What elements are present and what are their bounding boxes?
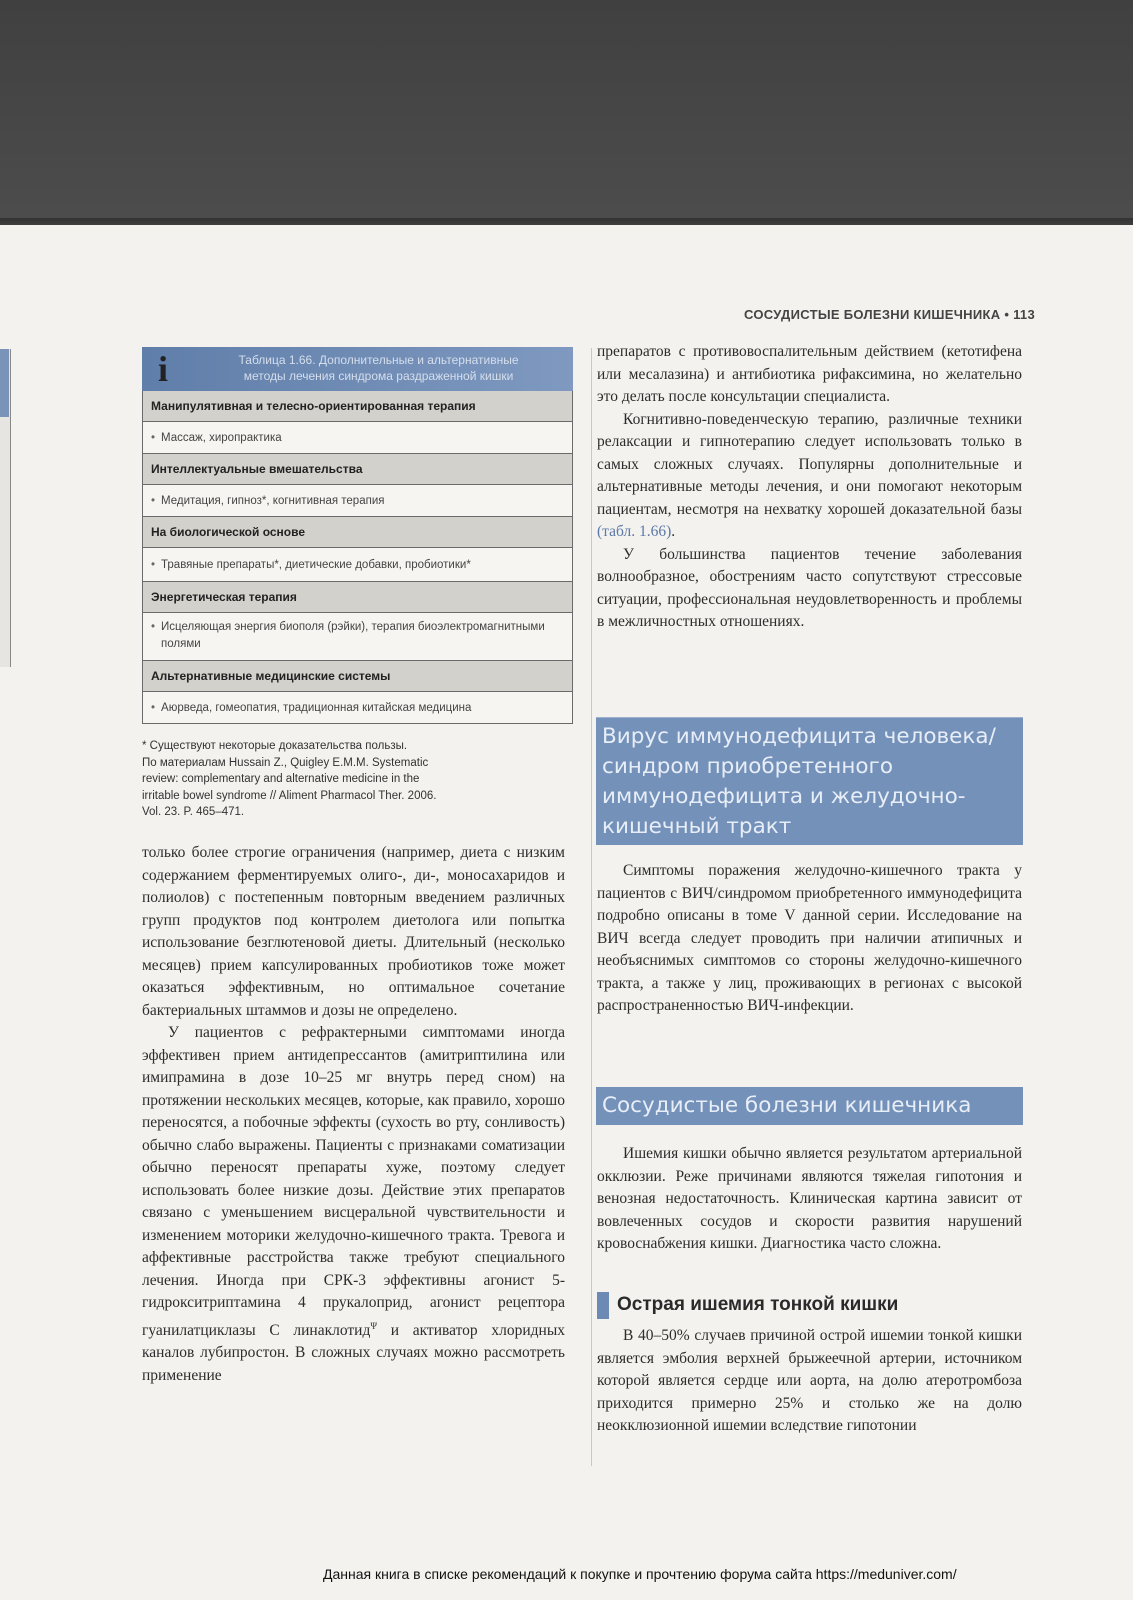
section-heading-text: Сосудистые болезни кишечника	[602, 1093, 972, 1118]
bullet-icon: •	[151, 494, 156, 507]
footnote-line: review: complementary and alternative medicine in the	[142, 773, 420, 785]
left-column-text	[142, 842, 565, 1387]
bullet-icon: •	[151, 431, 156, 444]
table-reference-link[interactable]: (табл. 1.66)	[597, 523, 672, 540]
paragraph	[597, 409, 1022, 544]
subsection-heading-text: Острая ишемия тонкой кишки	[617, 1294, 899, 1315]
table-header	[142, 347, 573, 391]
table-item-row	[142, 485, 573, 517]
paragraph: только более строгие ограничения (например, диета с низким содержанием ферментируемых олиго-, ди-, моносахаридов и полиолов) с постепенным повторным введением различных групп продуктов под контролем диетолога или попытка использование безглютеновой диеты. Длительный (несколько месяцев) прием капсулированных пробиотиков тоже может оказаться эффективным, но оптимальное сочетание бактериальных штаммов и дозы не определено.	[142, 844, 565, 1019]
table-item-row	[142, 548, 573, 582]
hiv-section-text	[597, 860, 1022, 1018]
right-column-text-top	[597, 341, 1022, 634]
running-head: СОСУДИСТЫЕ БОЛЕЗНИ КИШЕЧНИКА • 113	[743, 307, 1035, 322]
section-heading-vascular	[596, 1087, 1023, 1125]
paragraph-text: Когнитивно-поведенческую терапию, различные техники релаксации и гипнотерапию следует использовать только в самых сложных случаях. Популярны дополнительные и альтернативные методы лечения, и они помогают некоторым пациентам, несмотря на нехватку хорошей доказательной базы	[597, 410, 1022, 518]
table-item-row	[142, 692, 573, 724]
table-category-row: Энергетическая терапия	[142, 582, 573, 613]
table-item-text: Аюрведа, гомеопатия, традиционная китайская медицина	[161, 701, 472, 714]
bullet-icon: •	[151, 701, 156, 714]
table-category-row: Манипулятивная и телесно-ориентированная терапия	[142, 391, 573, 422]
paragraph-text: У пациентов с рефрактерными симптомами иногда эффективен прием антидепрессантов (амитриптилина или имипрамина в дозе 10–25 мг внутрь перед сном) на протяжении нескольких месяцев, которые, как правило, хорошо переносятся, а побочные эффекты (сухость во рту, сонливость) обычно слабо выражены. Пациенты с признаками соматизации обычно переносят препараты хуже, поэтому следует использовать более низкие дозы. Действие этих препаратов связано с уменьшением висцеральной чувствительности и изменением моторики желудочно-кишечного тракта. Тревога и аффективные расстройства также требуют специального лечения. Иногда при СРК-3 эффективны агонист 5-гидрокситриптамина 4 прукалоприд, агонист рецептора гуанилатциклазы С линаклотид	[142, 1024, 565, 1339]
paragraph: Ишемия кишки обычно является результатом артериальной окклюзии. Реже причинами являются тяжелая гипотония и венозная недостаточность. Клиническая картина зависит от вовлеченных сосудов и скорости развития нарушений кровоснабжения кишки. Диагностика часто сложна.	[597, 1145, 1022, 1252]
subsection-heading	[597, 1291, 898, 1319]
table-category-row: Альтернативные медицинские системы	[142, 661, 573, 692]
table-footnote	[142, 738, 562, 821]
paragraph	[142, 1022, 565, 1387]
ischemia-section-text	[597, 1325, 1022, 1438]
table-item-row	[142, 422, 573, 454]
table-category-row: Интеллектуальные вмешательства	[142, 454, 573, 485]
table-title-line2: методы лечения синдрома раздраженной кишки	[243, 369, 514, 383]
column-divider	[591, 348, 592, 1466]
paragraph: В 40–50% случаев причиной острой ишемии тонкой кишки является эмболия верхней брыжеечной артерии, источником которой является сердце или аорта, на долю атеротромбоза приходится примерно 25% и столько же на долю неокклюзионной ишемии вследствие гипотонии	[597, 1327, 1022, 1434]
bullet-icon: •	[151, 558, 156, 571]
footnote-line: По материалам Hussain Z., Quigley E.M.M. Systematic	[142, 756, 429, 769]
bullet-icon: •	[151, 621, 156, 633]
vascular-section-text	[597, 1143, 1022, 1256]
table-1-66	[142, 347, 573, 724]
superscript-mark: Ψ	[370, 1320, 377, 1331]
footnote-line: Vol. 23. P. 465–471.	[142, 806, 245, 818]
scanner-shadow	[0, 0, 1133, 232]
footnote-line: irritable bowel syndrome // Aliment Pharmacol Ther. 2006.	[142, 789, 437, 802]
section-heading-text: Вирус иммунодефицита человека/ синдром приобретенного иммунодефицита и желудочно-кишечный тракт	[602, 724, 996, 839]
previous-page-edge	[0, 349, 11, 667]
table-item-row	[142, 613, 573, 661]
table-title-line1: Таблица 1.66. Дополнительные и альтернативные	[238, 353, 519, 367]
section-heading-hiv	[596, 717, 1023, 845]
footer-note: Данная книга в списке рекомендаций к покупке и прочтению форума сайта https://meduniver.com/	[323, 1566, 957, 1582]
table-title	[184, 347, 573, 391]
table-item-text: Массаж, хиропрактика	[161, 431, 282, 444]
info-icon: i	[157, 349, 168, 389]
paragraph: Симптомы поражения желудочно-кишечного тракта у пациентов с ВИЧ/синдромом приобретенного иммунодефицита подробно описаны в томе V данной серии. Исследование на ВИЧ всегда следует проводить при наличии атипичных и необъяснимых симптомов со стороны желудочно-кишечного тракта, а также у лиц, проживающих в регионах с высокой распространенностью ВИЧ-инфекции.	[597, 862, 1022, 1014]
table-item-text: Исцеляющая энергия биополя (рэйки), терапия биоэлектромагнитными полями	[161, 621, 545, 650]
footnote-line: * Существуют некоторые доказательства пользы.	[142, 740, 408, 752]
paragraph-text-end: и активатор хлоридных каналов лубипростон. В сложных случаях можно рассмотреть применение	[142, 1321, 565, 1384]
table-item-text: Травяные препараты*, диетические добавки, пробиотики*	[161, 558, 471, 571]
heading-bar-marker	[597, 1292, 609, 1319]
paragraph-text-end: .	[671, 523, 676, 540]
table-item-text: Медитация, гипноз*, когнитивная терапия	[161, 494, 385, 507]
paragraph: препаратов с противовоспалительным действием (кетотифена или месалазина) и антибиотика рифаксимина, но желательно это делать после консультации специалиста.	[597, 343, 1022, 405]
paragraph: У большинства пациентов течение заболевания волнообразное, обострениям часто сопутствуют стрессовые ситуации, профессиональная неудовлетворенность и проблемы в межличностных отношениях.	[597, 545, 1022, 630]
table-category-row: На биологической основе	[142, 517, 573, 548]
